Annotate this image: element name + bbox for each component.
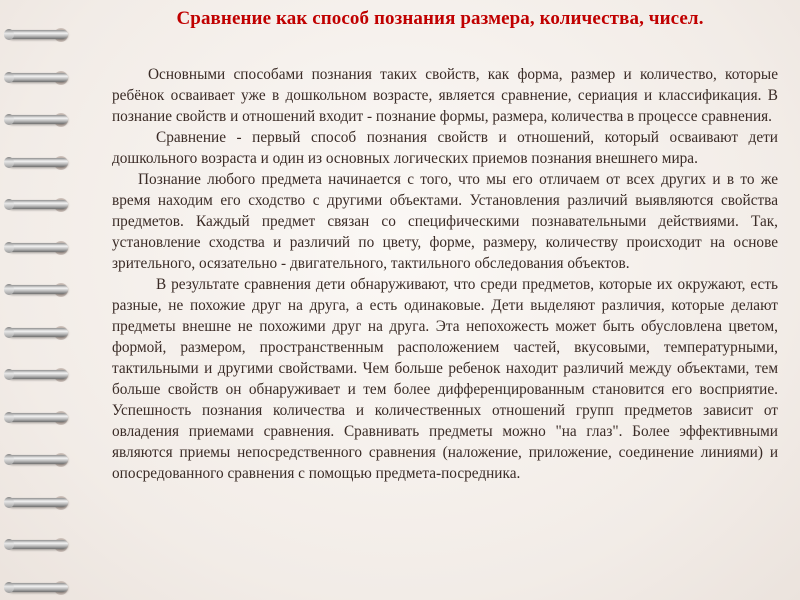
binding-ring-icon — [8, 409, 86, 427]
binding-ring-icon — [8, 239, 86, 257]
binding-ring-icon — [8, 494, 86, 512]
ring-bar — [8, 540, 68, 549]
ring-cap — [4, 497, 14, 508]
ring-bar — [8, 115, 68, 124]
paragraph-1: Основными способами познания таких свойств, как форма, размер и количество, которые ребёнок осваивает уже в дошкольном возрасте, является сравнение, сериация и классификация. В познание свойств и отношений входит - познание формы, размера, количества в процессе сравнения. — [112, 66, 778, 125]
binding-ring-icon — [8, 536, 86, 554]
ring-bar — [8, 413, 68, 422]
ring-bar — [8, 243, 68, 252]
binding-ring-icon — [8, 579, 86, 597]
ring-cap — [4, 582, 14, 593]
ring-cap — [4, 327, 14, 338]
paragraph-2: Сравнение - первый способ познания свойств и отношений, который осваивают дети дошкольного возраста и один из основных логических приемов познания внешнего мира. — [112, 129, 778, 167]
ring-bar — [8, 285, 68, 294]
binding-ring-icon — [8, 26, 86, 44]
ring-bar — [8, 370, 68, 379]
paragraph-4: В результате сравнения дети обнаруживают, что среди предметов, которые их окружают, есть разные, не похожие друг на друга, а есть одинаковые. Дети выделяют различия, которые делают предметы внешне не похожими друг на друга. Эта непохожесть может быть обусловлена цветом, формой, размером, пространственным расположением частей, вкусовыми, температурными, тактильными и другими свойствами. Чем больше ребенок находит различий между объектами, тем больше свойств он обнаруживает и тем более дифференцированным становится его восприятие. Успешность познания количества и количественных отношений групп предметов зависит от овладения приемами сравнения. Сравнивать предметы можно "на глаз". Более эффективными являются приемы непосредственного сравнения (наложение, приложение, соединение линиями) и опосредованного сравнения с помощью предмета-посредника. — [112, 276, 778, 482]
ring-cap — [4, 284, 14, 295]
spiral-binding — [0, 0, 92, 600]
ring-bar — [8, 498, 68, 507]
binding-ring-icon — [8, 69, 86, 87]
ring-bar — [8, 158, 68, 167]
binding-ring-icon — [8, 324, 86, 342]
ring-cap — [4, 454, 14, 465]
ring-cap — [4, 157, 14, 168]
paragraph-3: Познание любого предмета начинается с того, что мы его отличаем от всех других и в то же время находим его сходство с другими объектами. Установления различий выявляются свойства предметов. Каждый предмет связан со специфическими познавательными действиями. Так, установление сходства и различий по цвету, форме, размеру, количеству происходит на основе зрительного, осязательно - двигательного, тактильного обследования объектов. — [112, 171, 778, 272]
slide-body — [112, 64, 778, 484]
ring-bar — [8, 30, 68, 39]
ring-cap — [4, 242, 14, 253]
ring-cap — [4, 412, 14, 423]
binding-ring-icon — [8, 366, 86, 384]
ring-bar — [8, 73, 68, 82]
ring-cap — [4, 72, 14, 83]
binding-ring-icon — [8, 196, 86, 214]
ring-cap — [4, 369, 14, 380]
ring-bar — [8, 200, 68, 209]
binding-ring-icon — [8, 451, 86, 469]
ring-cap — [4, 29, 14, 40]
ring-bar — [8, 455, 68, 464]
binding-ring-icon — [8, 281, 86, 299]
ring-cap — [4, 539, 14, 550]
ring-bar — [8, 328, 68, 337]
binding-ring-icon — [8, 111, 86, 129]
ring-bar — [8, 583, 68, 592]
ring-cap — [4, 114, 14, 125]
ring-cap — [4, 199, 14, 210]
slide-title: Сравнение как способ познания размера, количества, чисел. — [176, 8, 704, 29]
binding-ring-icon — [8, 154, 86, 172]
